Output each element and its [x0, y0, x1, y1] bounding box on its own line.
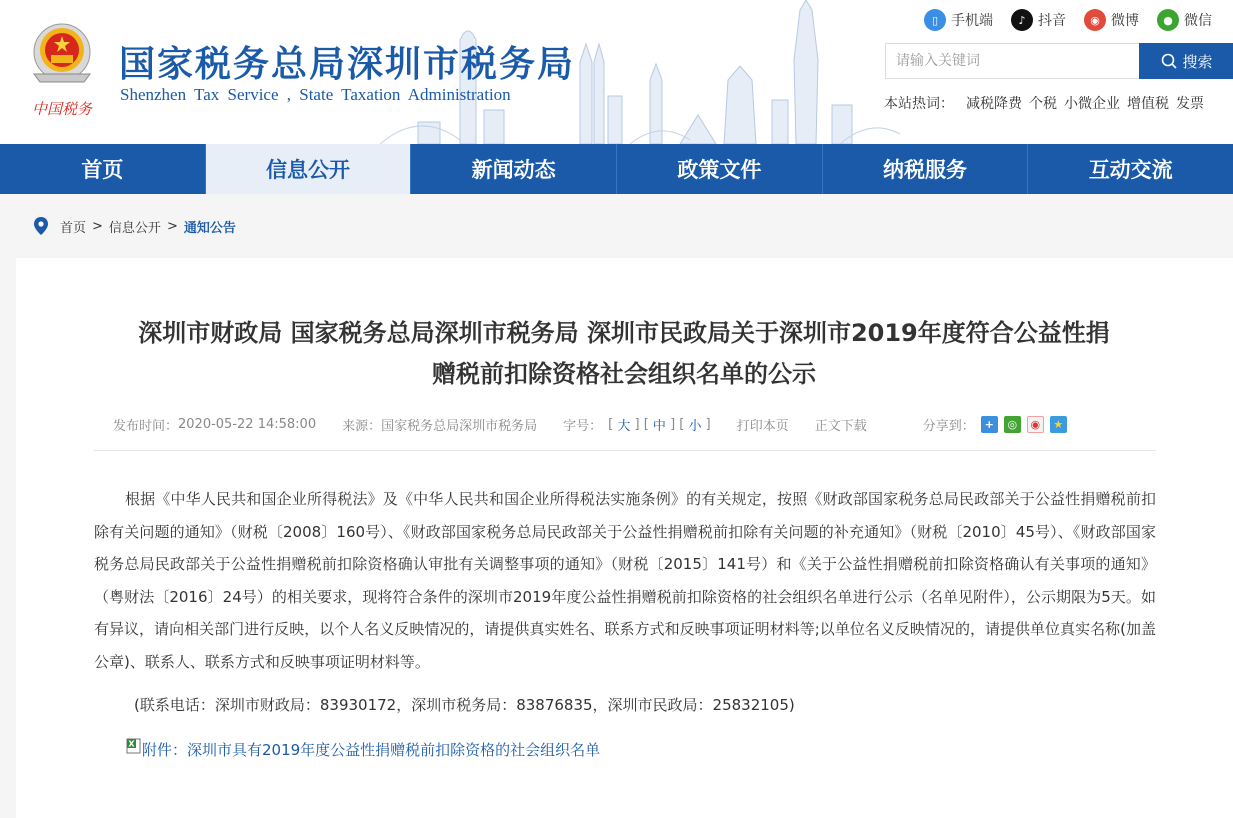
print-page-link[interactable]: 打印本页 — [736, 419, 789, 434]
article-title-line1: 深圳市财政局 国家税务总局深圳市税务局 深圳市民政局关于深圳市2019年度符合公益性捐 — [138, 319, 1110, 347]
social-weibo-label: 微博 — [1111, 13, 1139, 29]
article-body: 根据《中华人民共和国企业所得税法》及《中华人民共和国企业所得税法实施条例》的有关规定，按照《财政部国家税务总局民政部关于公益性捐赠税前扣除有关问题的通知》（财税〔2008〕160号）、《财政部国家税务总局民政部关于公益性捐赠税前扣除有关问题的补充通知》（财税〔2010〕45号）、《财政部国家税务总局民政部关于公益性捐赠税前扣除资格确认审批有关调整事项的通知》（财税〔2015〕141号）和《关于公益性捐赠税前扣除资格确认有关事项的通知》（粤财法〔2016〕24号）的相关要求，现将符合条件的深圳市2019年度公益性捐赠税前扣除资格的社会组织名单进行公示（名单见附件），公示期限为5天。如有异议，请向相关部门进行反映，以个人名义反映情况的，请提供真实姓名、联系方式和反映事项证明材料等;以单位名义反映情况的，请提供单位真实名称(加盖公章)、联系人、联系方式和反映事项证明材料等。 — [94, 490, 1156, 671]
svg-text:X: X — [128, 739, 135, 749]
svg-text:中国税务: 中国税务 — [31, 100, 93, 118]
excel-file-icon — [126, 738, 142, 754]
hot-word-link[interactable]: 发票 — [1176, 96, 1204, 112]
social-links — [924, 9, 1212, 31]
search-bar — [885, 43, 1233, 79]
font-size-label: 字号： — [563, 419, 603, 434]
source-label: 来源： — [342, 419, 382, 434]
share-weibo-icon[interactable]: ◉ — [1027, 416, 1044, 433]
share-qzone-icon[interactable]: ★ — [1050, 416, 1067, 433]
font-size-medium[interactable]: 中 — [652, 419, 666, 434]
share-wechat-icon[interactable]: ◎ — [1004, 416, 1021, 433]
attachment-label: 附件：深圳市具有2019年度公益性捐赠税前扣除资格的社会组织名单 — [142, 741, 601, 759]
mobile-icon: ▯ — [924, 9, 946, 31]
nav-item-tax-service[interactable]: 纳税服务 — [822, 144, 1028, 194]
share-more-icon[interactable]: + — [981, 416, 998, 433]
publish-time-label: 发布时间： — [113, 419, 179, 434]
hot-word-link[interactable]: 增值税 — [1127, 96, 1169, 112]
china-tax-emblem — [24, 22, 100, 120]
hot-words — [884, 93, 1204, 113]
publish-time: 2020-05-22 14:58:00 — [178, 417, 317, 432]
breadcrumb-notices[interactable]: 通知公告 — [183, 220, 236, 236]
site-subtitle: Shenzhen Tax Service , State Taxation Administration — [120, 85, 511, 104]
nav-item-interaction[interactable]: 互动交流 — [1027, 144, 1233, 194]
hot-word-link[interactable]: 个税 — [1029, 96, 1057, 112]
attachment-link[interactable] — [126, 739, 600, 760]
search-icon — [1161, 53, 1177, 69]
search-button[interactable] — [1139, 43, 1233, 79]
meta-divider — [94, 450, 1156, 451]
font-size-large[interactable]: 大 — [617, 419, 631, 434]
search-input[interactable] — [885, 43, 1139, 79]
font-size-small[interactable]: 小 — [688, 419, 702, 434]
site-header — [0, 0, 1233, 144]
nav-item-info-disclosure[interactable]: 信息公开 — [205, 144, 411, 194]
nav-item-news[interactable]: 新闻动态 — [410, 144, 616, 194]
breadcrumb-separator: > — [166, 218, 178, 234]
breadcrumb — [0, 194, 1233, 258]
nav-item-home[interactable]: 首页 — [81, 158, 124, 182]
social-wechat-link[interactable] — [1157, 9, 1212, 31]
social-wechat-label: 微信 — [1184, 13, 1212, 29]
download-text-link[interactable]: 正文下载 — [814, 419, 867, 434]
contact-info: (联系电话：深圳市财政局：83930172，深圳市税务局：83876835，深圳市民政局：25832105) — [134, 696, 795, 714]
weibo-icon: ◉ — [1084, 9, 1106, 31]
share-icons — [981, 416, 1067, 433]
nav-item-policy[interactable]: 政策文件 — [616, 144, 822, 194]
social-douyin-link[interactable] — [1011, 9, 1066, 31]
breadcrumb-home[interactable]: 首页 — [60, 220, 87, 236]
search-button-label: 搜索 — [1182, 52, 1213, 71]
breadcrumb-separator: > — [92, 218, 103, 234]
article-title-line2: 赠税前扣除资格社会组织名单的公示 — [432, 360, 816, 388]
hot-word-link[interactable]: 减税降费 — [966, 96, 1022, 112]
hot-word-link[interactable]: 小微企业 — [1064, 96, 1120, 112]
article-meta: 发布时间： 2020-05-22 14:58:00 来源： 国家税务总局深圳市税务局 字号： [ 大 ] [ 中 ] [ 小 ] 打印本页 正文下载 分享到： + ◎ ◉ ★ — [113, 415, 1067, 434]
social-weibo-link[interactable] — [1084, 9, 1139, 31]
wechat-icon: ● — [1157, 9, 1179, 31]
main-nav — [0, 144, 1233, 194]
article-container — [16, 258, 1233, 818]
share-label: 分享到： — [922, 419, 975, 434]
douyin-icon: ♪ — [1011, 9, 1033, 31]
article-title — [94, 313, 1154, 395]
social-mobile-link[interactable] — [924, 9, 993, 31]
hot-words-label: 本站热词： — [884, 96, 954, 112]
social-mobile-label: 手机端 — [951, 13, 993, 29]
breadcrumb-info-disclosure[interactable]: 信息公开 — [108, 220, 161, 236]
site-title: 国家税务总局深圳市税务局 — [119, 44, 576, 85]
source: 国家税务总局深圳市税务局 — [381, 419, 538, 434]
social-douyin-label: 抖音 — [1038, 13, 1066, 29]
location-pin-icon — [34, 217, 48, 235]
